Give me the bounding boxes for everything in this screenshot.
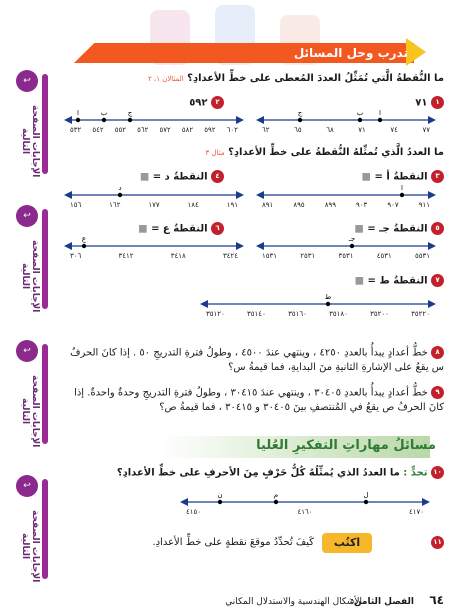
tick-label: ٨٩٥ (293, 201, 305, 209)
svg-text:م: م (273, 492, 279, 499)
tick-label: ٣٥٣١ (338, 252, 354, 260)
answers-label: الإجابات الصفحة التالية (20, 239, 40, 313)
exercise-8 (64, 346, 444, 375)
svg-text:ج: ج (297, 110, 303, 117)
exercise-number: ٦ (211, 222, 224, 235)
tick-label: ٨٩١ (262, 201, 274, 209)
exercise-9 (64, 386, 444, 415)
tick-label: ٤١٥٠ (186, 508, 202, 516)
tick-label: ٥٥٣١ (414, 252, 430, 260)
tick-label: ٦٠٢ (226, 126, 238, 134)
exercise-question: النقطةُ د = (152, 171, 208, 183)
tick-label: ٦٢ (262, 126, 270, 134)
svg-text:أ: أ (401, 185, 403, 192)
tick-label: ٥٤٢ (92, 126, 104, 134)
exercise-value: ٧١ (415, 97, 428, 109)
exercise-question: النقطةُ ط = (367, 275, 428, 287)
number-line-2 (64, 110, 244, 140)
exercise-11-text: كَيفَ تُحدِّدُ موقعَ نقطةٍ على خطِّ الأعدادِ. (152, 537, 314, 548)
tick-label: ٢٥٣١ (300, 252, 316, 260)
tick-label: ٧١ (358, 126, 366, 134)
tick-label: ٩٠٣ (356, 201, 368, 209)
number-line-1-labels (262, 126, 430, 134)
tick-label: ٧٤ (390, 126, 398, 134)
svg-text:أ: أ (379, 110, 381, 117)
exercise-2-header (189, 96, 224, 111)
tick-label: ٥٩٢ (204, 126, 216, 134)
exercise-number: ١ (431, 96, 444, 109)
tick-label: ٨٩٩ (324, 201, 336, 209)
tick-label: ١٦٢ (109, 201, 121, 209)
exercise-5-header: ٥ النقطةُ جـ = ■ (354, 222, 444, 237)
exercise-number: ٩ (431, 386, 444, 399)
tick-label: ٥٨٢ (181, 126, 194, 134)
page-number: ٦٤ (429, 593, 444, 607)
exercise-1-header (415, 96, 444, 111)
arrow-icon: ↩ (16, 205, 38, 227)
tick-label: ٣٥١٨٠ (329, 310, 348, 318)
exercise-text: ما العددُ الذي يُمثِّلُهُ كُلُّ حَرْفٍ مِنَ الأحرفِ على خطِّ الأعدادِ؟ (116, 467, 400, 479)
exercise-question: النقطةُ ع = (151, 223, 208, 235)
section2-prompt: ما العددُ الَّذي تُمثِّلهُ النُّقطةُ على خطِّ الأعدادِ؟ مثال ٣ (205, 147, 444, 158)
svg-text:د: د (118, 185, 122, 192)
tick-label: ٣٠٦ (70, 252, 82, 260)
number-line-1 (256, 110, 436, 140)
tick-label: ١٩١ (226, 201, 238, 209)
exercise-text: خطُّ أعدادٍ يبدأُ بالعددِ ٤٢٥٠ ، وينتهي عندَ ٤٥٠٠ ، وطولُ فترةِ التدريجِ ٥٠ . إذا كانَ الحرفُ س يقعُ على الإشارةِ الثانيةِ منَ البدايةِ، فما قيمةُ س؟ (70, 347, 444, 373)
tick-label: ٩١١ (418, 201, 430, 209)
tick-label: ٥٣٢ (70, 126, 82, 134)
exercise-3-header: ٣ النقطةُ أ = ■ (362, 170, 444, 185)
challenge-label: تحدٍّ : (403, 467, 428, 479)
banner-title: تدرب وحل المسائل (293, 46, 408, 60)
number-line-5-labels (262, 252, 430, 260)
tick-label: ٣٥١٢٠ (206, 310, 225, 318)
tick-label: ٣٥٢٠٠ (370, 310, 389, 318)
exercise-number: ٧ (431, 274, 444, 287)
exercise-number: ٣ (431, 170, 444, 183)
tick-label: ٤١٦٠ (297, 508, 313, 516)
tick-label: ٦٨ (326, 126, 334, 134)
exercise-number: ١١ (431, 536, 444, 549)
arrow-icon: ↩ (16, 70, 38, 92)
tick-label: ٣٥١٤٠ (247, 310, 266, 318)
svg-text:ب: ب (100, 110, 108, 117)
answers-link-4[interactable] (4, 475, 62, 593)
exercise-number: ٢ (211, 96, 224, 109)
tick-label: ٣٥٢٢٠ (411, 310, 430, 318)
answers-sidebar (0, 70, 66, 610)
tick-label: ٤١٧٠ (408, 508, 424, 516)
hots-title: مسائلُ مهاراتِ التفكيرِ العُليا (256, 438, 436, 453)
answers-label: الإجابات الصفحة التالية (20, 374, 40, 448)
number-line-6-labels (70, 252, 238, 260)
svg-text:جـ: جـ (348, 236, 356, 243)
answers-label: الإجابات الصفحة التالية (20, 509, 40, 583)
tick-label: ٩٠٧ (387, 201, 399, 209)
exercise-text: خطُّ أعدادٍ يبدأُ بالعددِ ٣٠٤٠٥ ، وينتهي عندَ ٣٠٤١٥ ، وطولُ فترةِ التدريجِ وحدةٌ واحدةٌ. إذا كانَ الحرفُ ص يقعُ في المُنتصفِ بينَ ٣٠٤٠٥ و ٣٠٤١٥ ، فما قيمةُ ص؟ (74, 387, 444, 413)
tick-label: ٦٥ (294, 126, 302, 134)
tick-label: ٣٤١٨ (170, 252, 186, 260)
answers-link-2[interactable] (4, 205, 62, 323)
exercise-number: ١٠ (431, 466, 444, 479)
svg-text:ن: ن (217, 492, 223, 499)
tick-label: ٥٥٢ (114, 126, 127, 134)
chapter-label: الفصل الثامن: (350, 597, 414, 607)
svg-text:ج: ج (127, 110, 133, 117)
tick-label: ٥٧٢ (159, 126, 171, 134)
exercise-6-header: ٦ النقطةُ ع = ■ (138, 222, 224, 237)
banner-arrow-icon (406, 38, 426, 66)
exercise-number: ٥ (431, 222, 444, 235)
answers-link-3[interactable] (4, 340, 62, 458)
arrow-icon: ↩ (16, 475, 38, 497)
tick-label: ١٨٤ (187, 201, 199, 209)
answers-link-1[interactable] (4, 70, 62, 188)
answers-label: الإجابات الصفحة التالية (20, 104, 40, 178)
tick-label: ٣٤٢٤ (222, 252, 238, 260)
exercise-4-header: ٤ النقطةُ د = ■ (140, 170, 224, 185)
tick-label: ١٥٣١ (262, 252, 278, 260)
number-line-3-labels (262, 201, 430, 209)
exercise-number: ٤ (211, 170, 224, 183)
number-line-10-labels (186, 508, 424, 516)
svg-text:ط: ط (324, 294, 332, 301)
exercise-7-header: ٧ النقطةُ ط = ■ (355, 274, 444, 289)
number-line-7-labels (206, 310, 430, 318)
svg-text:ب: ب (356, 110, 364, 117)
exercise-11-num (431, 536, 444, 551)
exercise-question: النقطةُ أ = (374, 171, 428, 183)
write-button[interactable]: اكتُب (322, 533, 372, 553)
tick-label: ٧٧ (422, 126, 430, 134)
tick-label: ١٥٦ (70, 201, 82, 209)
tick-label: ٤٥٣١ (376, 252, 392, 260)
tick-label: ٥٦٢ (137, 126, 149, 134)
exercise-value: ٥٩٢ (189, 97, 208, 109)
exercise-10 (64, 466, 444, 481)
exercise-number: ٨ (431, 346, 444, 359)
chapter-title: الأشكال الهندسية والاستدلال المكاني (225, 597, 362, 607)
svg-text:ل: ل (363, 492, 369, 499)
arrow-icon: ↩ (16, 340, 38, 362)
svg-text:ع: ع (81, 236, 87, 243)
tick-label: ٣٥١٦٠ (288, 310, 307, 318)
svg-text:أ: أ (77, 110, 79, 117)
section1-prompt: ما النُّقطةُ الَّتي تُمَثِّلُ العددَ المُعطى على خطِّ الأعدادِ؟ المثالان ١، ٢ (147, 73, 444, 84)
number-line-2-labels (70, 126, 238, 134)
tick-label: ١٧٧ (148, 201, 160, 209)
number-line-4-labels (70, 201, 238, 209)
exercise-question: النقطةُ جـ = (367, 223, 428, 235)
tick-label: ٣٤١٢ (118, 252, 134, 260)
